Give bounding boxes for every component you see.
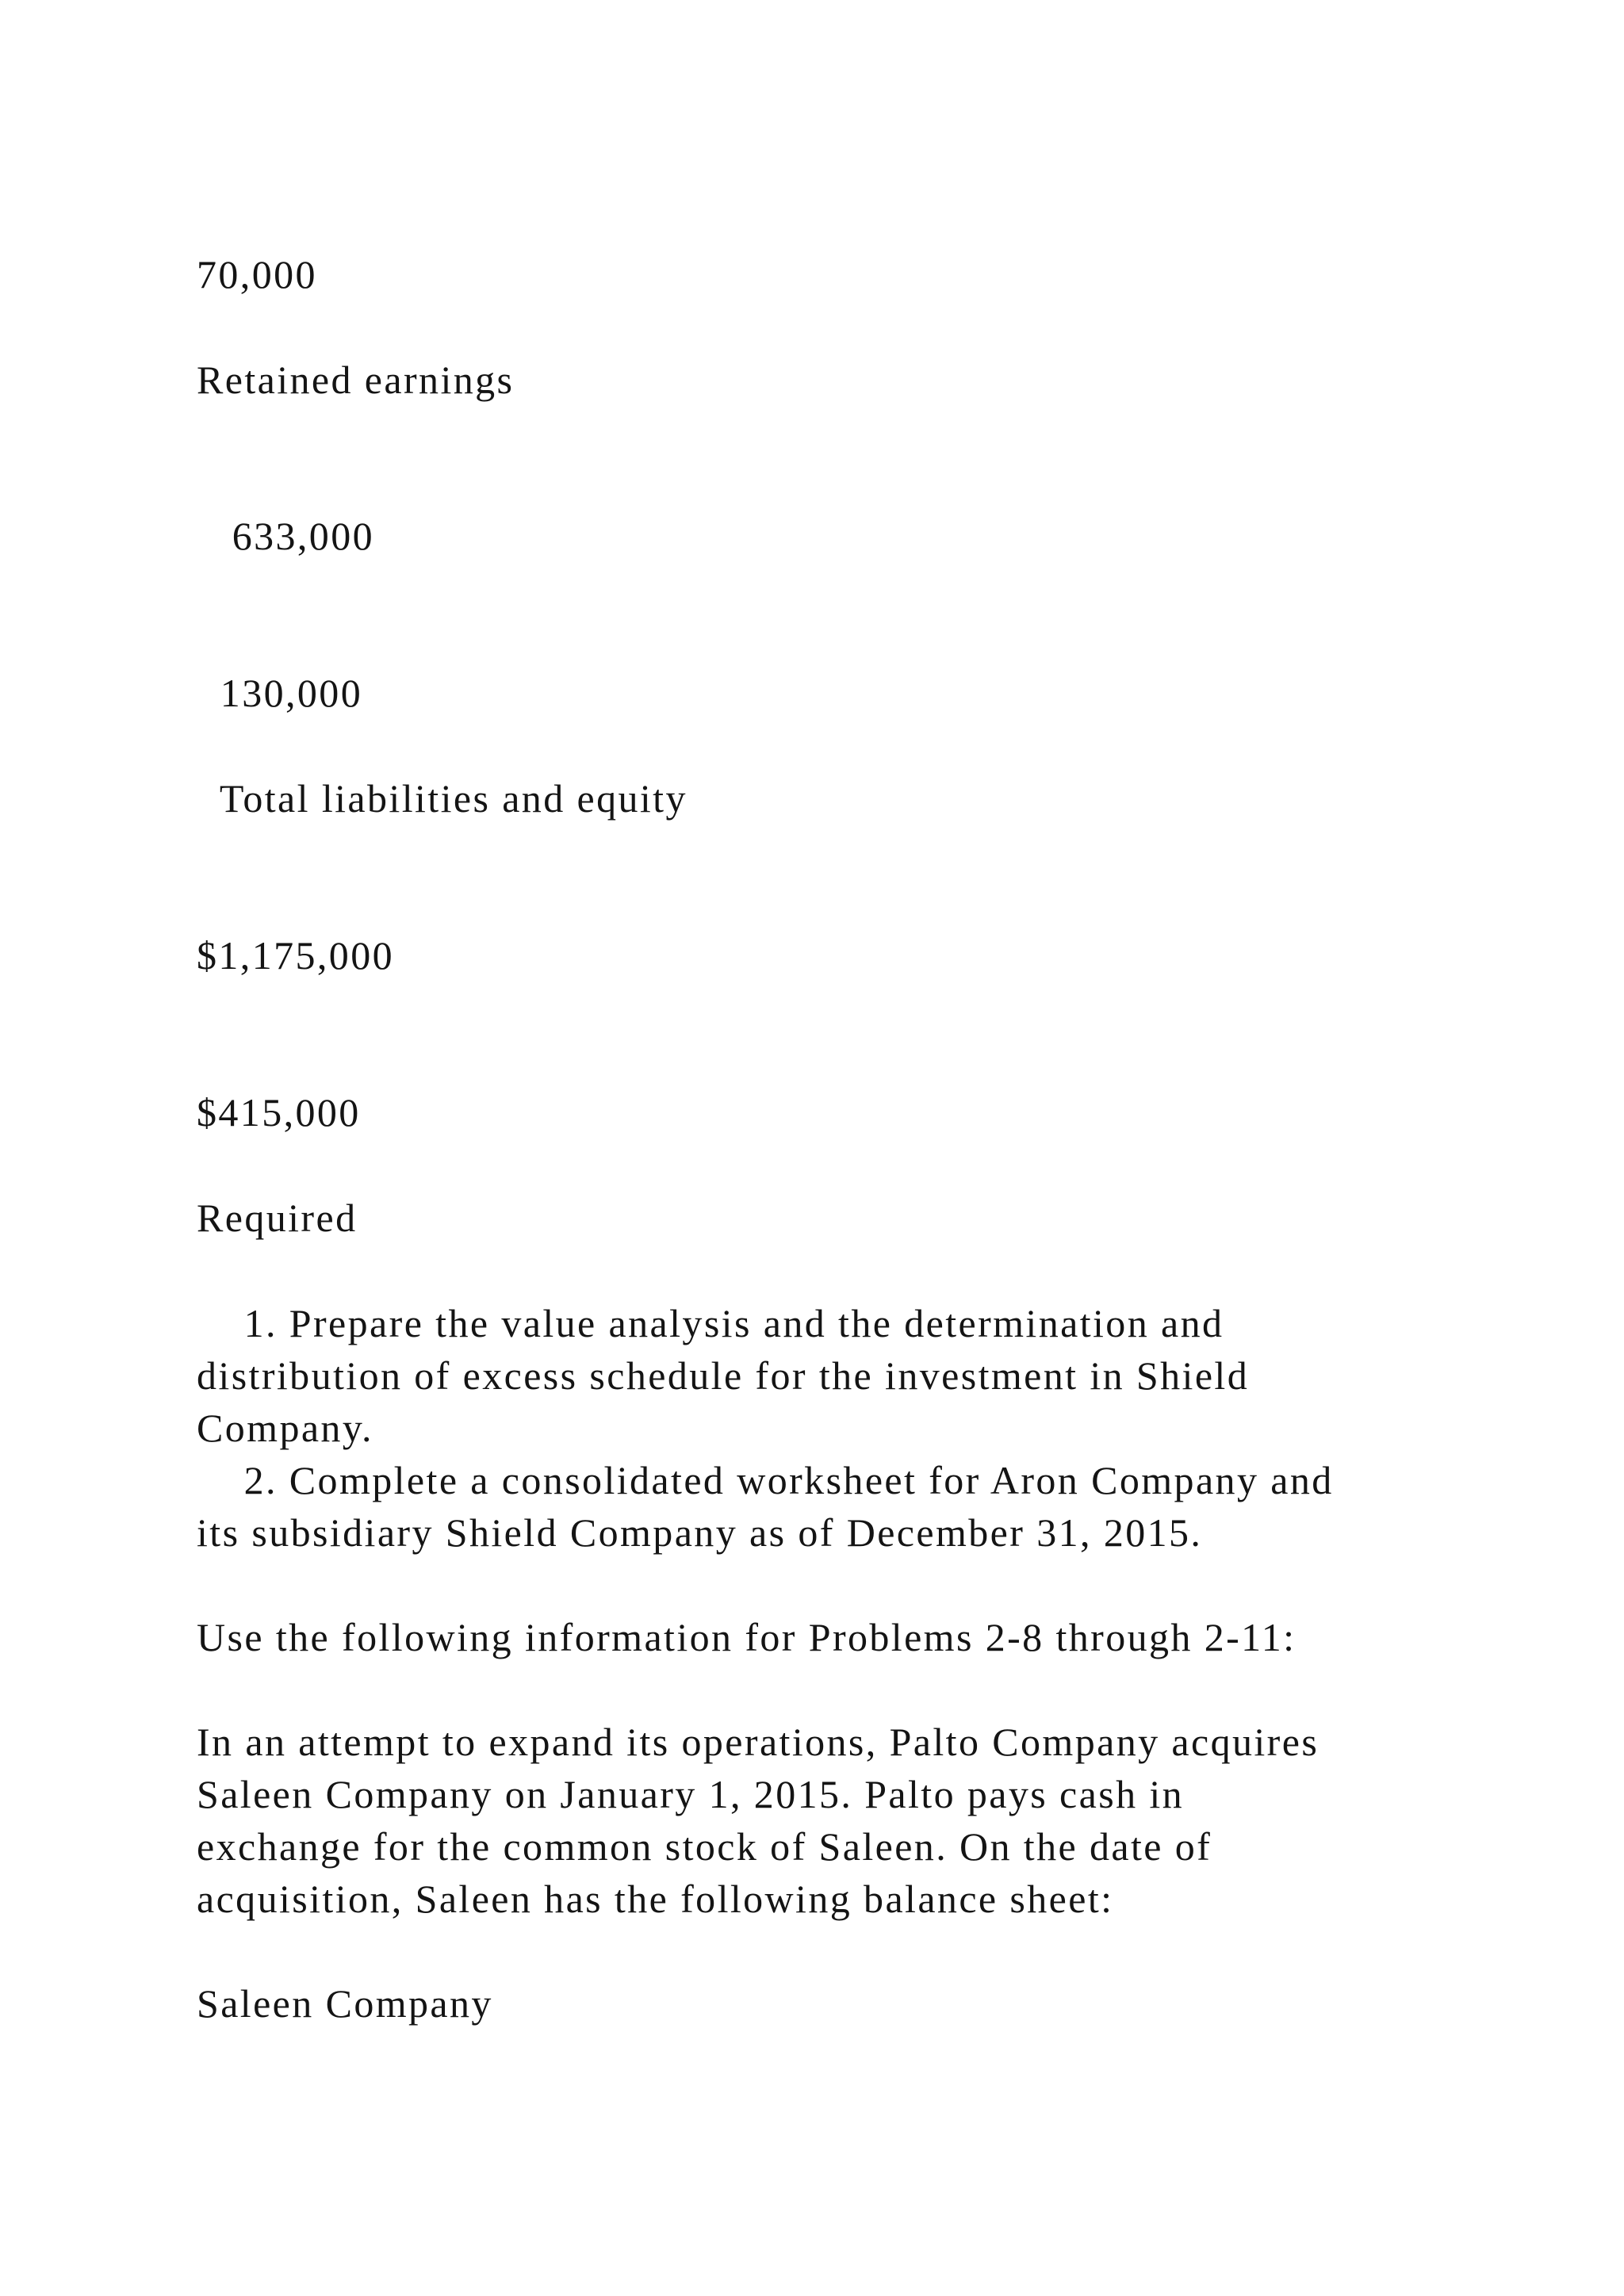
total-liabilities-equity-label: Total liabilities and equity	[197, 776, 688, 821]
paragraph-line: In an attempt to expand its operations, Palto Company acquires	[197, 1720, 1320, 1764]
amount-130000: 130,000	[197, 671, 363, 715]
problems-intro: Use the following information for Problems 2-8 through 2-11:	[197, 1615, 1297, 1659]
required-item-2-line: 2. Complete a consolidated worksheet for Aron Company and	[197, 1458, 1334, 1502]
acquisition-paragraph	[197, 1716, 1319, 1925]
required-item-2	[197, 1454, 1334, 1559]
required-heading: Required	[197, 1196, 358, 1240]
required-item-1-line: 1. Prepare the value analysis and the determination and	[197, 1301, 1224, 1345]
amount-633000: 633,000	[197, 514, 374, 558]
paragraph-line: acquisition, Saleen has the following balance sheet:	[197, 1877, 1114, 1921]
required-item-1-line: distribution of excess schedule for the investment in Shield	[197, 1353, 1250, 1398]
amount-70000: 70,000	[197, 252, 317, 297]
saleen-company-heading: Saleen Company	[197, 1981, 493, 2026]
required-item-2-line: its subsidiary Shield Company as of December 31, 2015.	[197, 1510, 1203, 1555]
required-item-1	[197, 1297, 1249, 1454]
retained-earnings-label: Retained earnings	[197, 358, 515, 402]
amount-1175000: $1,175,000	[197, 933, 394, 978]
paragraph-line: exchange for the common stock of Saleen. On the date of	[197, 1824, 1212, 1869]
amount-415000: $415,000	[197, 1090, 361, 1135]
paragraph-line: Saleen Company on January 1, 2015. Palto pays cash in	[197, 1772, 1185, 1816]
required-item-1-line: Company.	[197, 1406, 373, 1450]
